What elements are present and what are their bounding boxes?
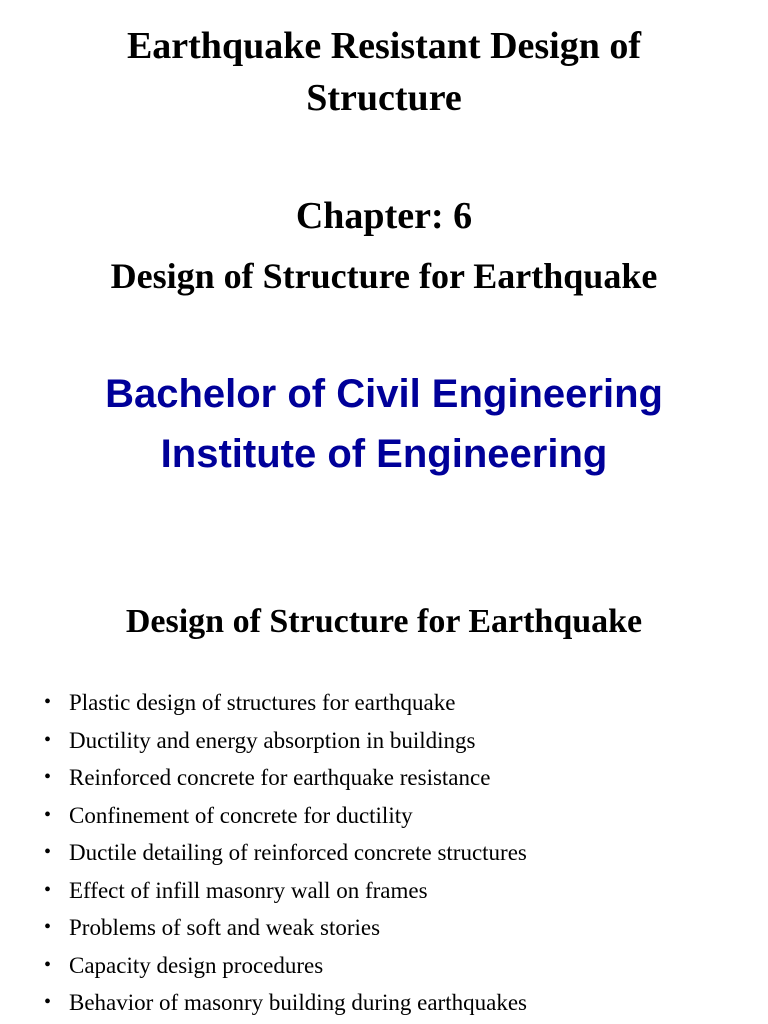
bullet-point-icon: • (44, 841, 52, 863)
topic-list (40, 684, 527, 1022)
bullet-point-icon: • (44, 803, 52, 826)
topic-text: Plastic design of structures for earthquake (69, 690, 456, 715)
course-title-line-2: Structure (306, 77, 462, 119)
topic-text: Confinement of concrete for ductility (69, 802, 413, 828)
topic-list-item (40, 909, 527, 947)
topic-text: Capacity design procedures (69, 952, 324, 978)
topic-text: Behavior of masonry building during earthquakes (69, 990, 527, 1015)
topic-list-item (40, 684, 527, 722)
chapter-label: Chapter: 6 (295, 195, 473, 237)
institute-name: Institute of Engineering (160, 432, 608, 476)
topic-text: Ductility and energy absorption in buildings (69, 727, 476, 753)
bullet-point-icon: • (44, 691, 52, 713)
topic-list-item (40, 797, 527, 835)
topic-list-item (40, 722, 527, 760)
topic-text: Ductile detailing of reinforced concrete structures (69, 840, 527, 865)
topic-list-item (40, 872, 527, 910)
bullet-point-icon: • (44, 766, 52, 788)
bullet-point-icon: • (44, 878, 52, 901)
topic-text: Reinforced concrete for earthquake resistance (69, 765, 491, 790)
topic-list-item (40, 984, 527, 1022)
program-name: Bachelor of Civil Engineering (105, 372, 663, 416)
course-title-line-1: Earthquake Resistant Design of (126, 25, 642, 67)
topic-text: Effect of infill masonry wall on frames (69, 877, 428, 903)
bullet-point-icon: • (44, 916, 52, 938)
bullet-point-icon: • (44, 728, 52, 751)
bullet-point-icon: • (44, 953, 52, 976)
topic-list-item (40, 834, 527, 872)
topic-list-item (40, 759, 527, 797)
topic-list-item (40, 947, 527, 985)
course-title (0, 20, 768, 124)
contents-slide (0, 560, 768, 1024)
contents-title: Design of Structure for Earthquake (125, 603, 643, 640)
topic-text: Problems of soft and weak stories (69, 915, 381, 940)
chapter-title: Design of Structure for Earthquake (110, 256, 658, 296)
bullet-point-icon: • (44, 991, 52, 1013)
